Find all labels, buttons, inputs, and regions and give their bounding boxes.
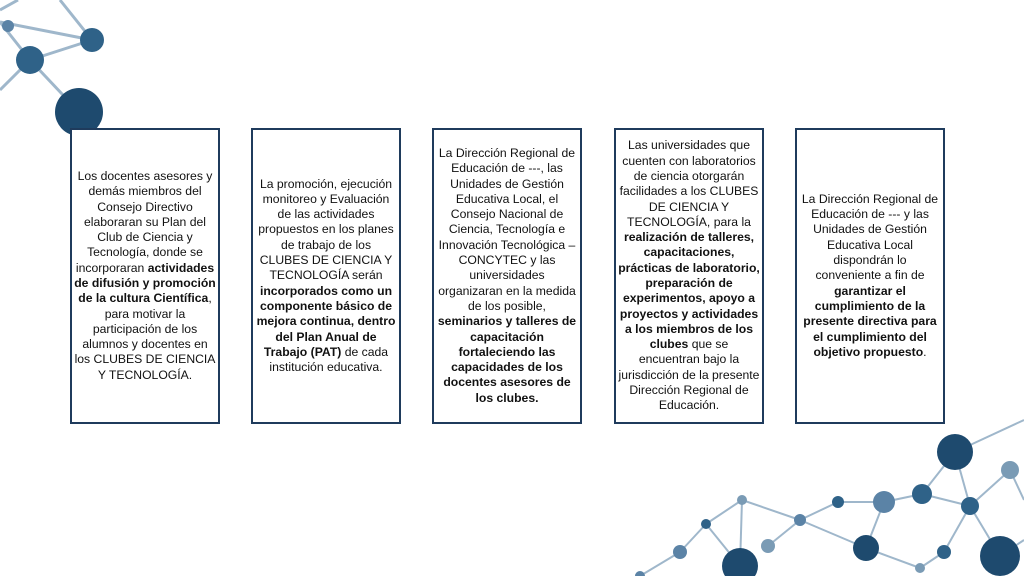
info-card-2 <box>251 128 401 424</box>
info-card-3 <box>432 128 582 424</box>
card-4-text-part-1: Las universidades que cuenten con laboratorios de ciencia otorgarán facilidades a los CLUBES DE CIENCIA Y TECNOLOGÍA, para la <box>619 138 759 229</box>
card-4-text-part-2-bold: realización de talleres, capacitaciones, prácticas de laboratorio, preparación de experimentos, apoyo a proyectos y actividades a los miembros de los clubes <box>618 230 760 352</box>
card-5-text-part-3: . <box>923 344 927 359</box>
info-card-2-text <box>255 177 397 376</box>
card-1-text-part-3: , para motivar la participación de los alumnos y docentes en los CLUBES DE CIENCIA Y TECNOLOGÍA. <box>74 291 216 382</box>
card-5-text-part-1: La Dirección Regional de Educación de --- y las Unidades de Gestión Educativa Local dispondrán lo conveniente a fin de <box>801 191 939 283</box>
info-card-1 <box>70 128 220 424</box>
card-2-text-part-1: La promoción, ejecución monitoreo y Evaluación de las actividades propuestos en los planes de trabajo de los CLUBES DE CIENCIA Y TECNOLOGÍA serán <box>258 176 394 283</box>
card-3-text-part-2-bold: seminarios y talleres de capacitación fortaleciendo las capacidades de los docentes asesores de los clubes. <box>437 314 577 405</box>
card-1-text-part-1: Los docentes asesores y demás miembros del Consejo Directivo elaboraran su Plan del Club de Ciencia y Tecnología, donde se incorporaran <box>75 168 213 275</box>
card-4-text-part-3: que se encuentran bajo la jurisdicción de la presente Dirección Regional de Educación. <box>618 337 760 413</box>
card-2-text-part-2-bold: incorporados como un componente básico de mejora continua, dentro del Plan Anual de Trabajo (PAT) <box>256 283 396 359</box>
card-1-text-part-2-bold: actividades de difusión y promoción de la cultura Científica <box>74 260 216 306</box>
info-card-1-text <box>74 169 216 383</box>
network-nodes-bottom-right <box>635 434 1020 576</box>
info-card-5 <box>795 128 945 424</box>
info-card-5-text <box>799 192 941 360</box>
card-5-text-part-2-bold: garantizar el cumplimiento de la presente directiva para el cumplimiento del objetivo propuesto <box>803 283 937 359</box>
info-card-4 <box>614 128 764 424</box>
info-card-4-text <box>618 138 760 413</box>
card-3-text-part-1: La Dirección Regional de Educación de ---, las Unidades de Gestión Educativa Local, el Consejo Nacional de Ciencia, Tecnología e Innovación Tecnológica – CONCYTEC y las universidades organizaran en la medida de los posible, <box>438 145 576 313</box>
card-2-text-part-3: de cada institución educativa. <box>269 344 389 375</box>
info-card-3-text <box>436 146 578 406</box>
